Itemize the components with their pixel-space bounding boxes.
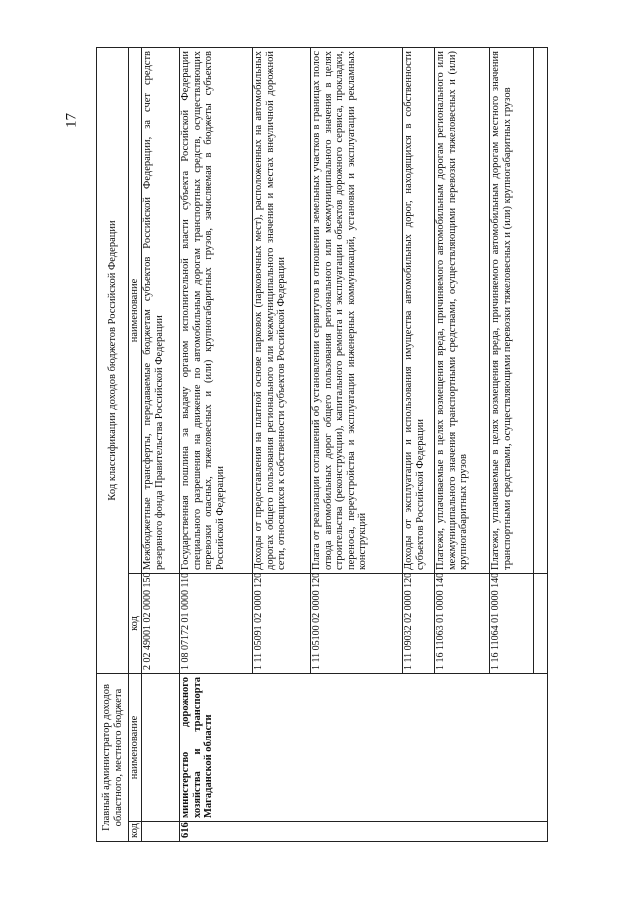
header-admin-group: Главный администратор доходов областного, местного бюджета [97, 673, 129, 841]
row-name: Платежи, уплачиваемые в целях возмещения вреда, причиняемого автомобильным дорогам регионального или межмуниципального значения транспортными средствами, осуществляющими перевозки тяжеловесных и (или) крупногабаритных грузов [435, 48, 490, 574]
row-code: 1 08 07172 01 0000 110 [180, 573, 253, 673]
rotated-table-container [96, 47, 548, 842]
admin-code: 616 [180, 822, 548, 842]
revenue-classification-table [96, 47, 548, 842]
header-classification-group: Код классификации доходов бюджетов Российской Федерации [97, 48, 129, 674]
row-code: 1 16 11064 01 0000 140 [490, 573, 534, 673]
row-name: Доходы от предоставления на платной основе парковок (парковочных мест), расположенных на автомобильных дорогах общего пользования регионального или межмуниципального значения и местах внеуличной дорожной сети, относящихся к собственности субъектов Российской Федерации [253, 48, 311, 574]
row-code: 1 11 09032 02 0000 120 [403, 573, 435, 673]
page-number: 17 [63, 113, 80, 128]
row-name: Межбюджетные трансферты, передаваемые бюджетам субъектов Российской Федерации, за счет средств резервного фонда Правительства Российской Федерации [142, 48, 180, 574]
header-admin-name: наименование [129, 673, 142, 821]
header-class-name: наименование [129, 48, 142, 574]
row-name: Государственная пошлина за выдачу органом исполнительной власти субъекта Российской Федерации специального разрешения на движение по автомобильным дорогам транспортных средств, осуществляющих перевозки опасных, тяжеловесных и (или) крупногабаритных грузов, зачисляемая в бюджеты субъектов Российской Федерации [180, 48, 253, 574]
table-row [180, 48, 253, 842]
row-code: 1 11 05100 02 0000 120 [311, 573, 403, 673]
row-name: Платежи, уплачиваемые в целях возмещения вреда, причиняемого автомобильным дорогам местного значения транспортными средствами, осуществляющими перевозки тяжеловесных и (или) крупногабаритных грузов [490, 48, 534, 574]
row-name: Доходы от эксплуатации и использования имущества автомобильных дорог, находящихся в собственности субъектов Российской Федерации [403, 48, 435, 574]
header-admin-code: код [129, 822, 142, 842]
header-class-code: код [129, 573, 142, 673]
row-code: 2 02 49001 02 0000 150 [142, 573, 180, 673]
row-code: 1 16 11063 01 0000 140 [435, 573, 490, 673]
row-code: 1 11 05091 02 0000 120 [253, 573, 311, 673]
admin-name: министерство дорожного хозяйства и транспорта Магаданской области [180, 673, 548, 821]
table-row [142, 48, 180, 842]
row-name: Плата от реализации соглашений об установлении сервитутов в отношении земельных участков в границах полос отвода автомобильных дорог общего пользования регионального или межмуниципального значения в целях строительства (реконструкции), капитального ремонта и эксплуатации объектов дорожного сервиса, прокладки, переноса, переустройства и эксплуатации инженерных коммуникаций, установки и эксплуатации рекламных конструкций [311, 48, 403, 574]
